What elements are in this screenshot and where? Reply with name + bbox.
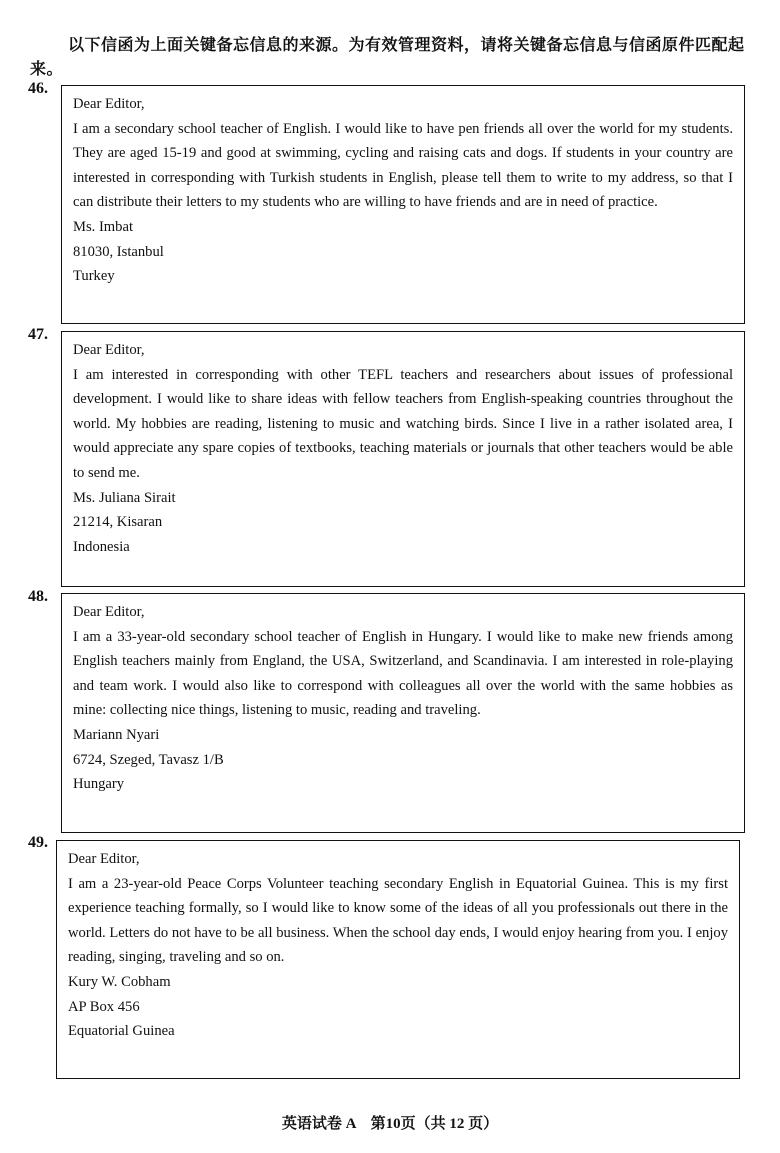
letter-body: I am a 33-year-old secondary school teacher of English in Hungary. I would like to make new friends among English teachers mainly from England, the USA, Switzerland, and Scandinavia. I am interested in role-playing and team work. I would also like to correspond with colleagues all over the world with the same hobbies as mine: collecting nice things, listening to music, reading and traveling.: [73, 628, 733, 719]
letter-salutation: Dear Editor,: [73, 342, 145, 358]
letter-sender-address: AP Box 456: [68, 998, 140, 1015]
letter-box: [56, 840, 740, 1079]
letter-sender-address: 81030, Istanbul: [73, 243, 164, 260]
letter-sender-address: 21214, Kisaran: [73, 514, 163, 531]
question-number: 46.: [28, 80, 48, 97]
letter-box: [61, 85, 745, 324]
question-number: 47.: [28, 326, 48, 343]
page-footer: 英语试卷 A 第10页（共 12 页）: [281, 1116, 499, 1132]
letter-box: [61, 331, 745, 587]
letter-sender-country: Equatorial Guinea: [68, 1023, 175, 1040]
letter-body: I am interested in corresponding with other TEFL teachers and researchers about issues of professional development. I would like to share ideas with fellow teachers from English-speaking countries throughout the world. My hobbies are reading, listening to music and watching birds. Since I live in a rather isolated area, I would appreciate any spare copies of textbooks, teaching materials or journals that other teachers would be able to send me.: [73, 366, 733, 481]
letter-body: I am a 23-year-old Peace Corps Volunteer teaching secondary English in Equatorial Guinea. This is my first experience teaching formally, so I would like to know some of the ideas of all you professionals out there in the world. Letters do not have to be all business. When the school day ends, I would enjoy hearing from you. I enjoy reading, singing, traveling and so on.: [68, 875, 728, 966]
letter-sender-name: Mariann Nyari: [73, 726, 160, 743]
letter-salutation: Dear Editor,: [73, 96, 145, 112]
question-number: 49.: [28, 834, 48, 851]
letter-body: I am a secondary school teacher of English. I would like to have pen friends all over the world for my students. They are aged 15-19 and good at swimming, cycling and raising cats and dogs. If students in your country are interested in corresponding with Turkish students in English, please tell them to write to my address, so that I can distribute their letters to my students who are willing to have friends and are in need of practice.: [73, 120, 733, 211]
letter-sender-name: Ms. Juliana Sirait: [73, 489, 176, 506]
letter-salutation: Dear Editor,: [68, 851, 140, 867]
letter-sender-country: Turkey: [73, 268, 115, 285]
letter-sender-name: Ms. Imbat: [73, 218, 133, 235]
instructions: 以下信函为上面关键备忘信息的来源。为有效管理资料，请将关键备忘信息与信函原件匹配起来。: [30, 37, 745, 78]
letter-sender-name: Kury W. Cobham: [68, 973, 171, 990]
question-number: 48.: [28, 588, 48, 605]
letter-sender-country: Indonesia: [73, 538, 130, 555]
letter-sender-address: 6724, Szeged, Tavasz 1/B: [73, 751, 224, 768]
letter-salutation: Dear Editor,: [73, 604, 145, 620]
letter-box: [61, 593, 745, 833]
letter-sender-country: Hungary: [73, 776, 125, 793]
